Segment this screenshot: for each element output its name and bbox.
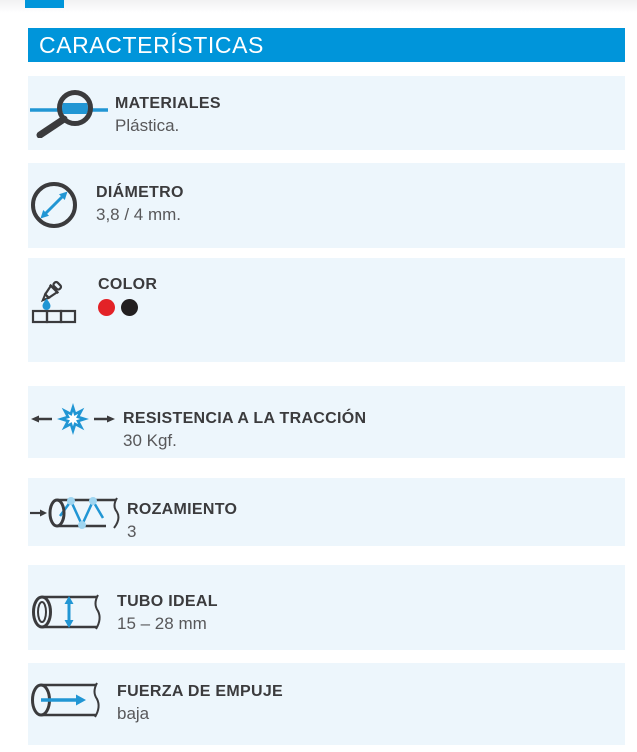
diameter-icon: [30, 181, 78, 234]
row-resistencia-traccion: [28, 386, 625, 458]
row-value: baja: [117, 704, 150, 723]
row-title: COLOR: [98, 276, 158, 293]
top-accent-bar: [25, 0, 64, 8]
row-title: DIÁMETRO: [96, 184, 184, 201]
tube-diameter-icon: [31, 591, 105, 638]
row-title: FUERZA DE EMPUJE: [117, 683, 284, 700]
color-swatches: [98, 299, 157, 316]
row-rozamiento: [28, 478, 625, 546]
row-title: MATERIALES: [115, 95, 221, 112]
row-color: [28, 258, 625, 362]
row-tubo-ideal: [28, 565, 625, 650]
row-value: 30 Kgf.: [123, 431, 177, 450]
top-shadow: [0, 0, 637, 13]
color-swatch-red: [98, 299, 115, 316]
row-diametro: [28, 163, 625, 248]
dropper-icon: [31, 272, 79, 329]
row-value: 15 – 28 mm: [117, 614, 207, 633]
row-title: TUBO IDEAL: [117, 593, 218, 610]
row-value: Plástica.: [115, 116, 180, 135]
row-title: RESISTENCIA A LA TRACCIÓN: [123, 410, 367, 427]
section-header: [28, 28, 625, 62]
push-arrow-icon: [30, 679, 104, 726]
traction-burst-icon: [30, 400, 116, 443]
magnifier-icon: [30, 86, 108, 143]
section-title: CARACTERÍSTICAS: [39, 32, 264, 58]
row-value: 3: [127, 522, 137, 541]
friction-tube-icon: [30, 492, 122, 539]
row-fuerza-empuje: [28, 663, 625, 745]
row-value: 3,8 / 4 mm.: [96, 205, 182, 224]
row-title: ROZAMIENTO: [127, 501, 238, 518]
color-swatch-black: [121, 299, 138, 316]
row-materiales: [28, 76, 625, 150]
